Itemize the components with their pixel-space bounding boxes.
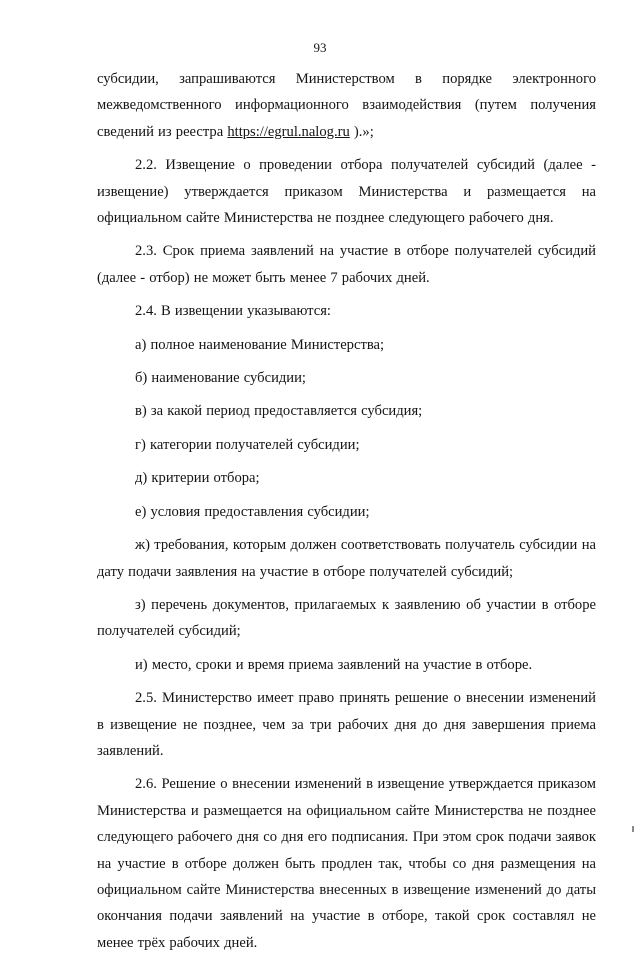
list-item-v: в) за какой период предоставляется субсидия; bbox=[135, 403, 423, 420]
paragraph-text: субсидии, запрашиваются Министерством в порядке электронного межведомственного информационного взаимодействия (путем получения сведений из реестра bbox=[97, 71, 596, 140]
list-item-z: з) перечень документов, прилагаемых к заявлению об участии в отборе получателей субсидий; bbox=[97, 596, 596, 640]
list-item-b: б) наименование субсидии; bbox=[135, 370, 306, 387]
paragraph-2-5: 2.5. Министерство имеет право принять решение о внесении изменений в извещение не позднее, чем за три рабочих дня до дня завершения приема заявлений. bbox=[97, 690, 596, 759]
page-number: 93 bbox=[313, 40, 327, 55]
list-item-e: е) условия предоставления субсидии; bbox=[135, 503, 370, 520]
list-item-zh: ж) требования, которым должен соответствовать получатель субсидии на дату подачи заявления на участие в отборе получателей субсидий; bbox=[97, 537, 596, 580]
list-item-g: г) категории получателей субсидии; bbox=[135, 436, 360, 453]
list-item-d: д) критерии отбора; bbox=[135, 470, 260, 487]
document-body bbox=[97, 66, 596, 956]
paragraph-2-3: 2.3. Срок приема заявлений на участие в отборе получателей субсидий (далее - отбор) не может быть менее 7 рабочих дней. bbox=[97, 243, 596, 286]
list-item-i: и) место, сроки и время приема заявлений на участие в отборе. bbox=[135, 656, 533, 673]
list-item-a: а) полное наименование Министерства; bbox=[135, 336, 385, 353]
paragraph-2-2: 2.2. Извещение о проведении отбора получателей субсидий (далее - извещение) утверждается приказом Министерства и размещается на официальном сайте Министерства не позднее следующего рабочего дня. bbox=[97, 157, 596, 227]
paragraph-text-end: ).»; bbox=[349, 123, 374, 140]
paragraph-2-4: 2.4. В извещении указываются: bbox=[135, 303, 331, 320]
egrul-link[interactable]: https://egrul.nalog.ru bbox=[227, 123, 350, 140]
paragraph-2-6: 2.6. Решение о внесении изменений в извещение утверждается приказом Министерства и размещается на официальном сайте Министерства не позднее следующего рабочего дня со дня его подписания. При этом срок подачи заявок на участие в отборе должен быть продлен так, чтобы со дня размещения на официальном сайте Министерства внесенных в извещение изменений до даты окончания подачи заявлений на участие в отборе, такой срок составлял не менее трёх рабочих дней. bbox=[97, 776, 596, 951]
scan-artifact bbox=[632, 826, 634, 832]
paragraph-continuation bbox=[97, 66, 596, 145]
